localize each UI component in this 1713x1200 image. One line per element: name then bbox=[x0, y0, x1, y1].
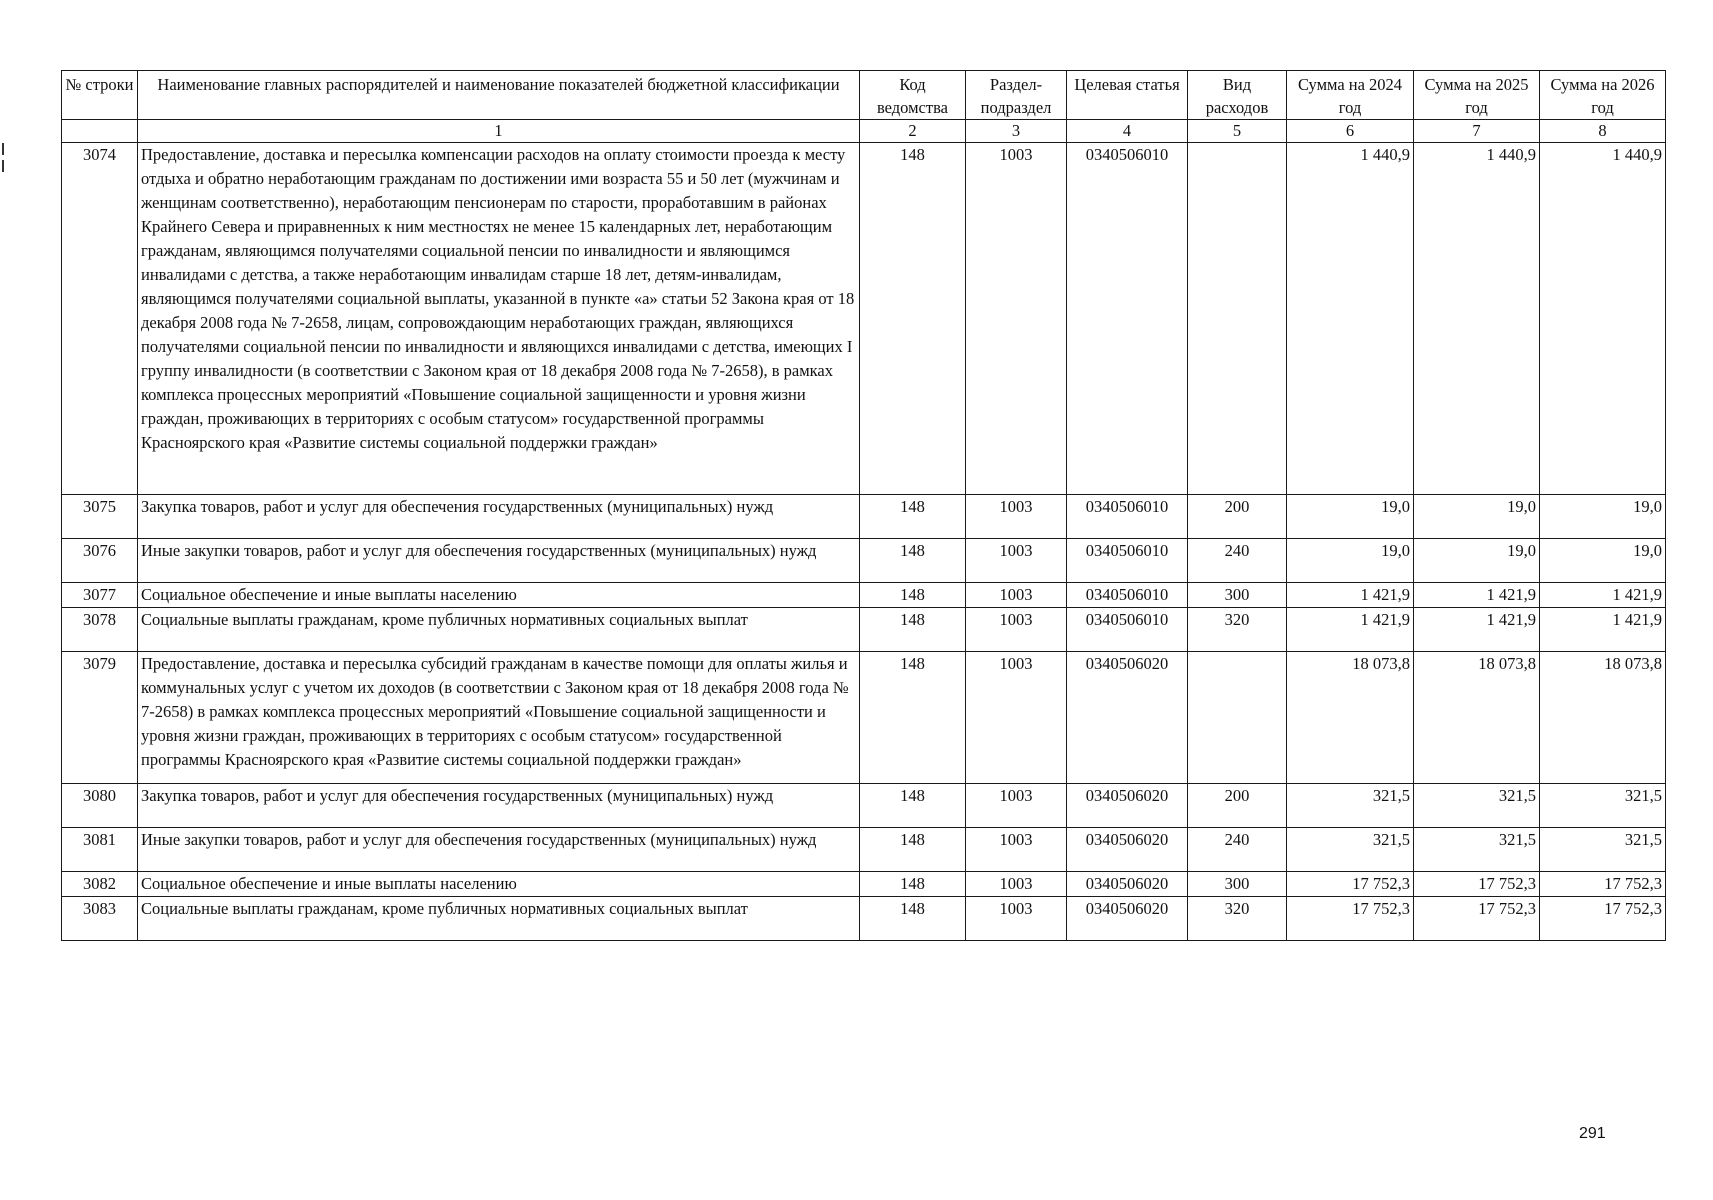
row-number: 3075 bbox=[62, 495, 138, 539]
header-target-article: Целевая статья bbox=[1067, 71, 1188, 120]
column-number-row bbox=[62, 120, 1666, 143]
row-expense-type: 300 bbox=[1188, 872, 1287, 897]
column-number: 8 bbox=[1540, 120, 1666, 143]
row-number: 3079 bbox=[62, 652, 138, 784]
header-name: Наименование главных распорядителей и наименование показателей бюджетной классификации bbox=[138, 71, 860, 120]
row-sum-2026: 1 440,9 bbox=[1540, 143, 1666, 495]
row-sum-2024: 321,5 bbox=[1287, 784, 1414, 828]
row-target-article: 0340506020 bbox=[1067, 652, 1188, 784]
row-number: 3078 bbox=[62, 608, 138, 652]
row-target-article: 0340506020 bbox=[1067, 872, 1188, 897]
table-row bbox=[62, 652, 1666, 784]
row-target-article: 0340506010 bbox=[1067, 583, 1188, 608]
row-sum-2026: 1 421,9 bbox=[1540, 583, 1666, 608]
row-sum-2026: 17 752,3 bbox=[1540, 897, 1666, 941]
row-expense-type bbox=[1188, 143, 1287, 495]
row-target-article: 0340506010 bbox=[1067, 495, 1188, 539]
row-section: 1003 bbox=[966, 872, 1067, 897]
row-target-article: 0340506020 bbox=[1067, 784, 1188, 828]
row-section: 1003 bbox=[966, 143, 1067, 495]
row-sum-2025: 321,5 bbox=[1414, 784, 1540, 828]
row-department-code: 148 bbox=[860, 143, 966, 495]
table-row bbox=[62, 583, 1666, 608]
row-sum-2024: 19,0 bbox=[1287, 539, 1414, 583]
row-sum-2024: 1 440,9 bbox=[1287, 143, 1414, 495]
row-target-article: 0340506020 bbox=[1067, 897, 1188, 941]
row-section: 1003 bbox=[966, 608, 1067, 652]
column-number: 3 bbox=[966, 120, 1067, 143]
row-target-article: 0340506010 bbox=[1067, 539, 1188, 583]
page-number: 291 bbox=[1579, 1125, 1606, 1142]
row-section: 1003 bbox=[966, 495, 1067, 539]
row-expense-type: 320 bbox=[1188, 897, 1287, 941]
row-expense-type: 200 bbox=[1188, 784, 1287, 828]
row-name: Закупка товаров, работ и услуг для обеспечения государственных (муниципальных) нужд bbox=[138, 784, 860, 828]
row-name: Предоставление, доставка и пересылка субсидий гражданам в качестве помощи для оплаты жилья и коммунальных услуг с учетом их доходов (в соответствии с Законом края от 18 декабря 2008 года № 7-2658) в рамках комплекса процессных мероприятий «Повышение социальной защищенности и уровня жизни граждан, проживающих в территориях с особым статусом» государственной программы Красноярского края «Развитие системы социальной поддержки граждан» bbox=[138, 652, 860, 784]
row-department-code: 148 bbox=[860, 608, 966, 652]
row-sum-2025: 1 440,9 bbox=[1414, 143, 1540, 495]
row-sum-2024: 18 073,8 bbox=[1287, 652, 1414, 784]
table-header-row bbox=[62, 71, 1666, 120]
row-expense-type: 240 bbox=[1188, 539, 1287, 583]
row-expense-type: 300 bbox=[1188, 583, 1287, 608]
table-row bbox=[62, 784, 1666, 828]
row-department-code: 148 bbox=[860, 784, 966, 828]
header-sum-2024: Сумма на 2024 год bbox=[1287, 71, 1414, 120]
row-sum-2026: 321,5 bbox=[1540, 784, 1666, 828]
row-sum-2024: 321,5 bbox=[1287, 828, 1414, 872]
row-name: Иные закупки товаров, работ и услуг для обеспечения государственных (муниципальных) нужд bbox=[138, 539, 860, 583]
row-sum-2026: 1 421,9 bbox=[1540, 608, 1666, 652]
row-name: Социальные выплаты гражданам, кроме публичных нормативных социальных выплат bbox=[138, 897, 860, 941]
row-sum-2024: 1 421,9 bbox=[1287, 583, 1414, 608]
table-row bbox=[62, 539, 1666, 583]
row-expense-type: 320 bbox=[1188, 608, 1287, 652]
row-name: Социальное обеспечение и иные выплаты населению bbox=[138, 872, 860, 897]
row-sum-2025: 19,0 bbox=[1414, 539, 1540, 583]
row-department-code: 148 bbox=[860, 897, 966, 941]
row-sum-2025: 1 421,9 bbox=[1414, 583, 1540, 608]
row-expense-type bbox=[1188, 652, 1287, 784]
table-row bbox=[62, 495, 1666, 539]
row-section: 1003 bbox=[966, 583, 1067, 608]
row-name: Предоставление, доставка и пересылка компенсации расходов на оплату стоимости проезда к месту отдыха и обратно неработающим гражданам по достижении ими возраста 55 и 50 лет (мужчинам и женщинам соответственно), неработающим пенсионерам по старости, проработавшим в районах Крайнего Севера и приравненных к ним местностях не менее 15 календарных лет, неработающим гражданам, являющимся получателями социальной пенсии по инвалидности и являющимся инвалидами с детства, а также неработающим инвалидам старше 18 лет, детям-инвалидам, являющимся получателями социальной выплаты, указанной в пункте «а» статьи 52 Закона края от 18 декабря 2008 года № 7-2658, лицам, сопровождающим неработающих граждан, являющихся получателями социальной пенсии по инвалидности и являющихся инвалидами с детства, имеющих I группу инвалидности (в соответствии с Законом края от 18 декабря 2008 года № 7-2658), в рамках комплекса процессных мероприятий «Повышение социальной защищенности и уровня жизни граждан, проживающих в территориях с особым статусом» государственной программы Красноярского края «Развитие системы социальной поддержки граждан» bbox=[138, 143, 860, 495]
row-department-code: 148 bbox=[860, 828, 966, 872]
row-sum-2026: 321,5 bbox=[1540, 828, 1666, 872]
row-number: 3077 bbox=[62, 583, 138, 608]
row-sum-2024: 17 752,3 bbox=[1287, 897, 1414, 941]
row-sum-2024: 1 421,9 bbox=[1287, 608, 1414, 652]
row-section: 1003 bbox=[966, 652, 1067, 784]
column-number: 5 bbox=[1188, 120, 1287, 143]
row-department-code: 148 bbox=[860, 539, 966, 583]
row-name: Социальное обеспечение и иные выплаты населению bbox=[138, 583, 860, 608]
row-target-article: 0340506010 bbox=[1067, 608, 1188, 652]
row-target-article: 0340506020 bbox=[1067, 828, 1188, 872]
row-number: 3074 bbox=[62, 143, 138, 495]
row-sum-2025: 1 421,9 bbox=[1414, 608, 1540, 652]
row-sum-2024: 19,0 bbox=[1287, 495, 1414, 539]
row-number: 3076 bbox=[62, 539, 138, 583]
column-number: 7 bbox=[1414, 120, 1540, 143]
column-number: 4 bbox=[1067, 120, 1188, 143]
row-sum-2026: 19,0 bbox=[1540, 495, 1666, 539]
column-number: 1 bbox=[138, 120, 860, 143]
column-number: 2 bbox=[860, 120, 966, 143]
row-sum-2025: 17 752,3 bbox=[1414, 897, 1540, 941]
table-row bbox=[62, 872, 1666, 897]
row-section: 1003 bbox=[966, 828, 1067, 872]
row-section: 1003 bbox=[966, 784, 1067, 828]
budget-table bbox=[61, 70, 1666, 941]
row-target-article: 0340506010 bbox=[1067, 143, 1188, 495]
row-department-code: 148 bbox=[860, 583, 966, 608]
row-sum-2025: 18 073,8 bbox=[1414, 652, 1540, 784]
table-row bbox=[62, 608, 1666, 652]
row-expense-type: 200 bbox=[1188, 495, 1287, 539]
row-department-code: 148 bbox=[860, 872, 966, 897]
row-name: Социальные выплаты гражданам, кроме публичных нормативных социальных выплат bbox=[138, 608, 860, 652]
row-name: Иные закупки товаров, работ и услуг для обеспечения государственных (муниципальных) нужд bbox=[138, 828, 860, 872]
row-number: 3082 bbox=[62, 872, 138, 897]
header-sum-2026: Сумма на 2026 год bbox=[1540, 71, 1666, 120]
column-number: 6 bbox=[1287, 120, 1414, 143]
header-sum-2025: Сумма на 2025 год bbox=[1414, 71, 1540, 120]
row-number: 3083 bbox=[62, 897, 138, 941]
header-section: Раздел-подраздел bbox=[966, 71, 1067, 120]
table-row bbox=[62, 897, 1666, 941]
row-sum-2025: 19,0 bbox=[1414, 495, 1540, 539]
row-number: 3080 bbox=[62, 784, 138, 828]
header-expense-type: Вид расходов bbox=[1188, 71, 1287, 120]
table-row bbox=[62, 828, 1666, 872]
row-sum-2025: 321,5 bbox=[1414, 828, 1540, 872]
row-name: Закупка товаров, работ и услуг для обеспечения государственных (муниципальных) нужд bbox=[138, 495, 860, 539]
column-number bbox=[62, 120, 138, 143]
row-number: 3081 bbox=[62, 828, 138, 872]
scan-margin-mark bbox=[2, 143, 4, 155]
table-row bbox=[62, 143, 1666, 495]
header-department-code: Код ведомства bbox=[860, 71, 966, 120]
row-sum-2026: 18 073,8 bbox=[1540, 652, 1666, 784]
row-department-code: 148 bbox=[860, 495, 966, 539]
row-sum-2026: 19,0 bbox=[1540, 539, 1666, 583]
scan-margin-mark bbox=[2, 160, 4, 172]
row-sum-2026: 17 752,3 bbox=[1540, 872, 1666, 897]
row-section: 1003 bbox=[966, 539, 1067, 583]
row-expense-type: 240 bbox=[1188, 828, 1287, 872]
header-row-number: № строки bbox=[62, 71, 138, 120]
row-sum-2024: 17 752,3 bbox=[1287, 872, 1414, 897]
row-sum-2025: 17 752,3 bbox=[1414, 872, 1540, 897]
row-section: 1003 bbox=[966, 897, 1067, 941]
row-department-code: 148 bbox=[860, 652, 966, 784]
